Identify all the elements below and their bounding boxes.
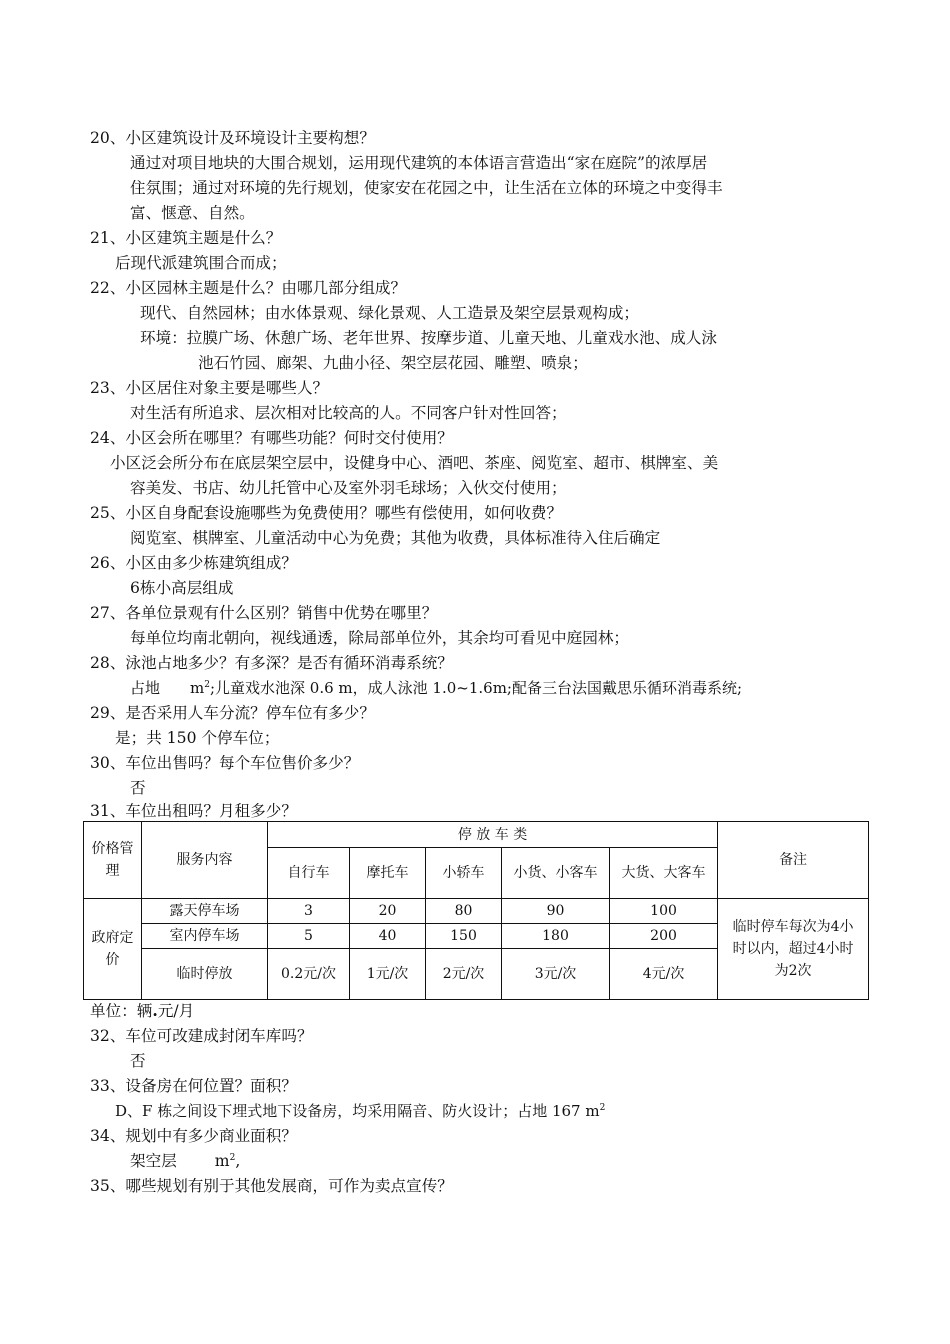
answer-21: 后现代派建筑围合而成； (115, 254, 287, 272)
answer-20-line-2: 住氛围；通过对环境的先行规划，使家安在花园之中，让生活在立体的环境之中变得丰 (130, 179, 723, 197)
row-label-indoor: 室内停车场 (142, 924, 268, 949)
question-23: 23、小区居住对象主要是哪些人？ (90, 379, 329, 397)
column-bicycle: 自行车 (268, 848, 350, 899)
table-cell: 150 (426, 924, 502, 949)
answer-20-line-3: 富、惬意、自然。 (130, 204, 255, 222)
unit-note: 单位：辆.元/月 (90, 1001, 195, 1020)
answer-22-line-1: 现代、自然园林；由水体景观、绿化景观、人工造景及架空层景观构成； (140, 304, 640, 322)
table-cell: 2元/次 (426, 949, 502, 1000)
government-pricing-cell: 政府定价 (84, 899, 142, 1000)
table-cell: 40 (350, 924, 426, 949)
question-32: 32、车位可改建成封闭车库吗？ (90, 1027, 313, 1045)
question-24: 24、小区会所在哪里？有哪些功能？何时交付使用？ (90, 429, 453, 447)
answer-22-line-2: 环境：拉膜广场、休憩广场、老年世界、按摩步道、儿童天地、儿童戏水池、成人泳 (140, 329, 717, 347)
service-content-header: 服务内容 (142, 822, 268, 899)
remark-header: 备注 (718, 822, 869, 899)
question-28: 28、泳池占地多少？有多深？是否有循环消毒系统？ (90, 654, 453, 672)
answer-28: 占地 $m^2$;儿童戏水池深 0.6 m，成人泳池 1.0~1.6m;配备三台法国戴思乐循环消毒系统; (130, 679, 743, 697)
answer-27: 每单位均南北朝向，视线通透，除局部单位外，其余均可看见中庭园林； (130, 629, 630, 647)
table-cell: 20 (350, 899, 426, 924)
question-22: 22、小区园林主题是什么？由哪几部分组成？ (90, 279, 407, 297)
table-cell: 3元/次 (502, 949, 610, 1000)
column-car: 小轿车 (426, 848, 502, 899)
question-35: 35、哪些规划有别于其他发展商，可作为卖点宣传？ (90, 1177, 453, 1195)
table-cell: 0.2元/次 (268, 949, 350, 1000)
remark-cell: 临时停车每次为4小时以内，超过4小时为2次 (718, 899, 869, 1000)
question-21: 21、小区建筑主题是什么？ (90, 229, 282, 247)
vehicle-type-header: 停 放 车 类 (268, 822, 718, 848)
question-29: 29、是否采用人车分流？停车位有多少？ (90, 704, 375, 722)
answer-22-line-3: 池石竹园、廊架、九曲小径、架空层花园、雕塑、喷泉； (198, 354, 588, 372)
question-27: 27、各单位景观有什么区别？销售中优势在哪里？ (90, 604, 438, 622)
answer-24-line-1: 小区泛会所分布在底层架空层中，设健身中心、酒吧、茶座、阅览室、超市、棋牌室、美 (110, 454, 719, 472)
answer-20-line-1: 通过对项目地块的大围合规划，运用现代建筑的本体语言营造出“家在庭院”的浓厚居 (130, 154, 708, 172)
table-cell: 100 (610, 899, 718, 924)
table-cell: 90 (502, 899, 610, 924)
answer-26: 6栋小高层组成 (130, 579, 234, 597)
row-label-outdoor: 露天停车场 (142, 899, 268, 924)
question-20: 20、小区建筑设计及环境设计主要构想？ (90, 129, 375, 147)
row-label-temporary: 临时停放 (142, 949, 268, 1000)
column-motorcycle: 摩托车 (350, 848, 426, 899)
question-34: 34、规划中有多少商业面积？ (90, 1127, 297, 1145)
column-small-truck-bus: 小货、小客车 (502, 848, 610, 899)
table-cell: 80 (426, 899, 502, 924)
answer-32: 否 (130, 1052, 146, 1070)
parking-fee-table (83, 821, 869, 1000)
answer-34: 架空层 $m^2$, (130, 1152, 241, 1170)
price-management-header: 价格管理 (84, 822, 142, 899)
answer-29: 是；共 150 个停车位； (115, 729, 280, 747)
table-cell: 1元/次 (350, 949, 426, 1000)
table-cell: 3 (268, 899, 350, 924)
answer-30: 否 (130, 779, 146, 797)
question-31: 31、车位出租吗？月租多少？ (90, 802, 297, 820)
answer-23: 对生活有所追求、层次相对比较高的人。不同客户针对性回答； (130, 404, 567, 422)
table-cell: 200 (610, 924, 718, 949)
column-large-truck-bus: 大货、大客车 (610, 848, 718, 899)
table-cell: 4元/次 (610, 949, 718, 1000)
answer-25: 阅览室、棋牌室、儿童活动中心为免费；其他为收费，具体标准待入住后确定 (130, 529, 661, 547)
table-cell: 5 (268, 924, 350, 949)
table-cell: 180 (502, 924, 610, 949)
question-25: 25、小区自身配套设施哪些为免费使用？哪些有偿使用，如何收费？ (90, 504, 563, 522)
answer-33: D、F 栋之间设下埋式地下设备房，均采用隔音、防火设计；占地 167 $m^2$ (115, 1102, 606, 1120)
answer-24-line-2: 容美发、书店、幼儿托管中心及室外羽毛球场；入伙交付使用； (130, 479, 567, 497)
question-33: 33、设备房在何位置？面积？ (90, 1077, 297, 1095)
question-30: 30、车位出售吗？每个车位售价多少？ (90, 754, 360, 772)
question-26: 26、小区由多少栋建筑组成？ (90, 554, 297, 572)
